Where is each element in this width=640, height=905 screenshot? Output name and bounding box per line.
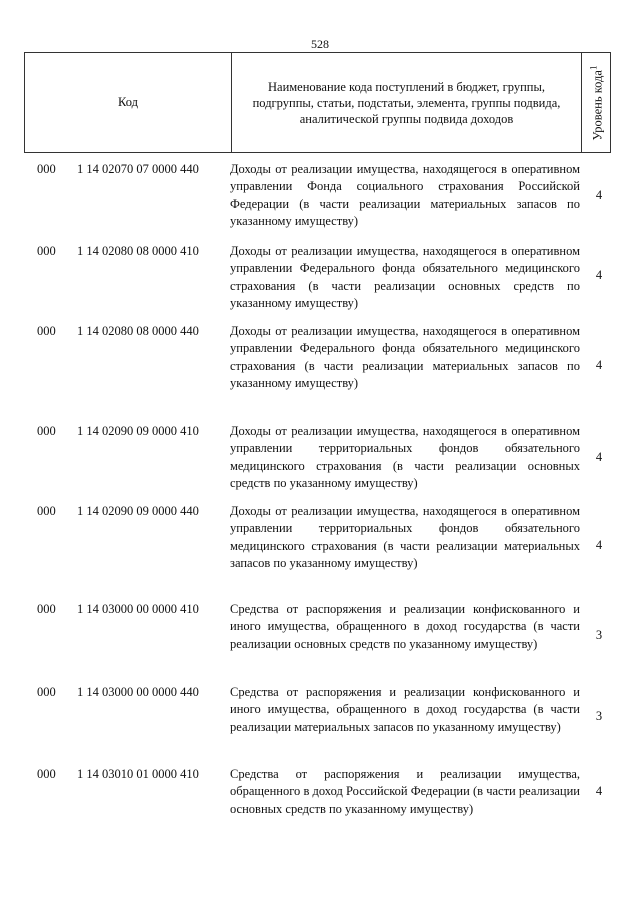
header-level-cell xyxy=(582,53,611,152)
income-code: 1 14 03000 00 0000 440 xyxy=(77,685,199,699)
page-number: 528 xyxy=(311,37,329,51)
admin-code: 000 xyxy=(37,602,56,616)
header-name-cell xyxy=(232,53,582,152)
income-name: Доходы от реализации имущества, находящегося в оперативном управлении территориальных фондов обязательного медицинского страхования (в части реализации основных средств по указанному имуществу) xyxy=(230,424,580,490)
admin-code: 000 xyxy=(37,162,56,176)
code-level: 3 xyxy=(595,628,603,642)
header-name-label: Наименование кода поступлений в бюджет, группы, подгруппы, статьи, подстатьи, элемента, группы подвида, аналитической группы подвида доходов xyxy=(252,79,561,126)
admin-code: 000 xyxy=(37,685,56,699)
admin-code: 000 xyxy=(37,324,56,338)
income-name: Средства от распоряжения и реализации конфискованного и иного имущества, обращенного в доход государства (в части реализации основных средств по указанному имуществу) xyxy=(230,602,580,651)
income-code: 1 14 02080 08 0000 410 xyxy=(77,244,199,258)
income-code: 1 14 02090 09 0000 410 xyxy=(77,424,199,438)
income-code: 1 14 03010 01 0000 410 xyxy=(77,767,199,781)
income-code: 1 14 02080 08 0000 440 xyxy=(77,324,199,338)
code-level: 4 xyxy=(595,358,603,372)
header-level-text: Уровень кода xyxy=(590,69,605,140)
income-name: Доходы от реализации имущества, находящегося в оперативном управлении Федерального фонда обязательного медицинского страхования (в части реализации основных средств по указанному имуществу) xyxy=(230,244,580,310)
income-name: Средства от распоряжения и реализации конфискованного и иного имущества, обращенного в доход государства (в части реализации материальных запасов по указанному имуществу) xyxy=(230,685,580,734)
header-level-footnote: 1 xyxy=(587,65,598,70)
admin-code: 000 xyxy=(37,424,56,438)
income-name: Средства от распоряжения и реализации имущества, обращенного в доход Российской Федерации (в части реализации основных средств по указанному имуществу) xyxy=(230,767,580,816)
income-name: Доходы от реализации имущества, находящегося в оперативном управлении Фонда социального страхования Российской Федерации (в части реализации материальных запасов по указанному имуществу) xyxy=(230,162,580,228)
table-header xyxy=(24,52,611,153)
admin-code: 000 xyxy=(37,767,56,781)
code-level: 4 xyxy=(595,538,603,552)
admin-code: 000 xyxy=(37,504,56,518)
header-code-cell xyxy=(25,53,232,152)
code-level: 4 xyxy=(595,450,603,464)
income-name: Доходы от реализации имущества, находящегося в оперативном управлении Федерального фонда обязательного медицинского страхования (в части реализации материальных запасов по указанному имуществу) xyxy=(230,324,580,390)
header-code-label: Код xyxy=(118,95,138,109)
code-level: 4 xyxy=(595,784,603,798)
income-code: 1 14 03000 00 0000 410 xyxy=(77,602,199,616)
header-level-label xyxy=(588,65,605,140)
code-level: 4 xyxy=(595,268,603,282)
code-level: 4 xyxy=(595,188,603,202)
income-name: Доходы от реализации имущества, находящегося в оперативном управлении территориальных фондов обязательного медицинского страхования (в части реализации материальных запасов по указанному имуществу) xyxy=(230,504,580,570)
admin-code: 000 xyxy=(37,244,56,258)
income-code: 1 14 02090 09 0000 440 xyxy=(77,504,199,518)
income-code: 1 14 02070 07 0000 440 xyxy=(77,162,199,176)
code-level: 3 xyxy=(595,709,603,723)
